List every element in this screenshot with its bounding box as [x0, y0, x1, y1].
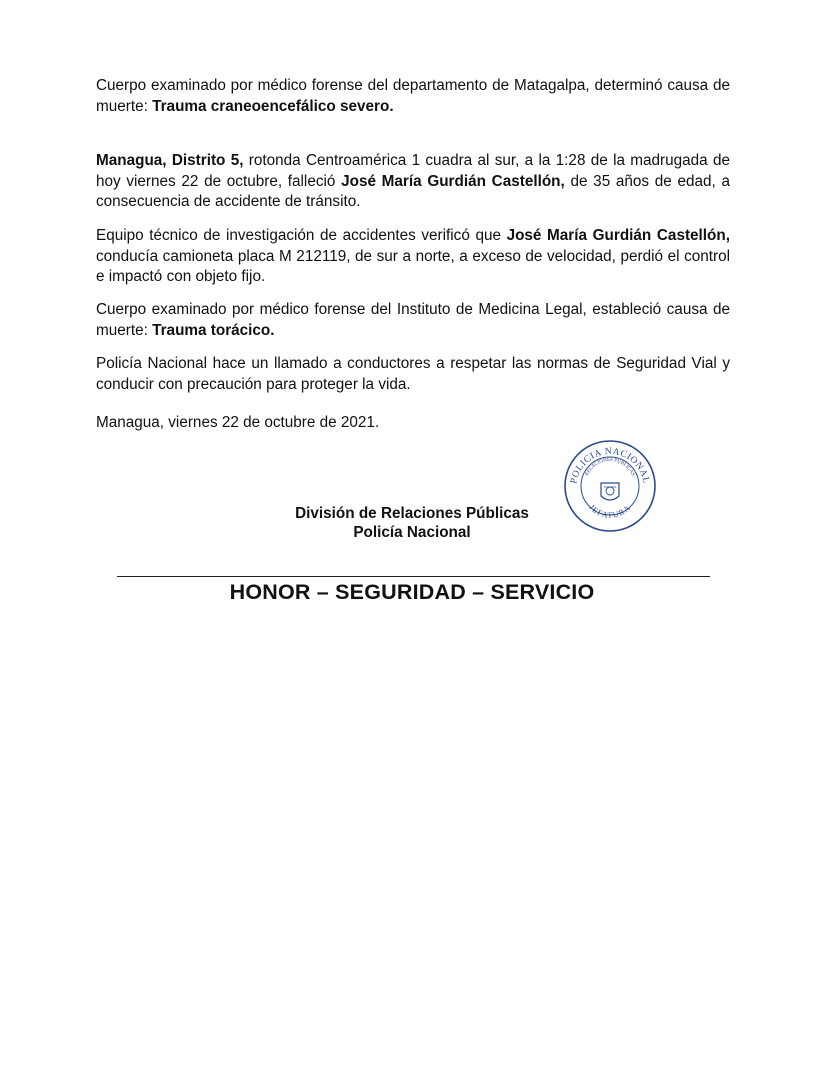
paragraph-safety-appeal	[96, 354, 730, 395]
victim-name: José María Gurdián Castellón,	[341, 172, 565, 190]
seal-inner-text: RELACIONES PUBLICAS	[584, 457, 636, 477]
separator-line	[117, 576, 710, 577]
location-label: Managua, Distrito 5,	[96, 152, 244, 169]
motto: HONOR – SEGURIDAD – SERVICIO	[229, 580, 595, 604]
paragraph-legal-medicine	[96, 300, 730, 341]
paragraph-text: rotonda Centroamérica 1 cuadra al sur, a la 1:28 de la madrugada de hoy viernes 22 de octubre, falleció	[96, 152, 730, 190]
paragraph-text: de 35 años de edad, a consecuencia de accidente de tránsito.	[96, 172, 730, 210]
signature-division: División de Relaciones Públicas	[295, 505, 529, 522]
signature-institution: Policía Nacional	[353, 524, 471, 541]
seal-bottom-text: JEFATURA	[587, 502, 633, 520]
dateline	[96, 413, 730, 434]
victim-name: José María Gurdián Castellón,	[506, 227, 730, 244]
police-emblem-icon	[601, 483, 619, 500]
cause-of-death: Trauma craneoencefálico severo.	[152, 97, 394, 115]
paragraph-text: Cuerpo examinado por médico forense del Instituto de Medicina Legal, estableció causa de muerte:	[96, 301, 730, 339]
paragraph-text: Cuerpo examinado por médico forense del departamento de Matagalpa, determinó causa de muerte:	[96, 77, 730, 115]
paragraph-matagalpa-autopsy	[96, 76, 730, 117]
cause-of-death: Trauma torácico.	[152, 321, 275, 339]
paragraph-text: conducía camioneta placa M 212119, de sur a norte, a exceso de velocidad, perdió el control e impactó con objeto fijo.	[96, 247, 730, 285]
date-text: Managua, viernes 22 de octubre de 2021.	[96, 414, 380, 431]
seal-top-text: POLICIA NACIONAL	[569, 446, 651, 485]
paragraph-investigation	[96, 226, 730, 288]
paragraph-text: Equipo técnico de investigación de accidentes verificó que	[96, 227, 507, 244]
paragraph-text: Policía Nacional hace un llamado a conductores a respetar las normas de Seguridad Vial y conducir con precaución para proteger la vida.	[96, 355, 730, 393]
paragraph-managua-accident	[96, 151, 730, 213]
